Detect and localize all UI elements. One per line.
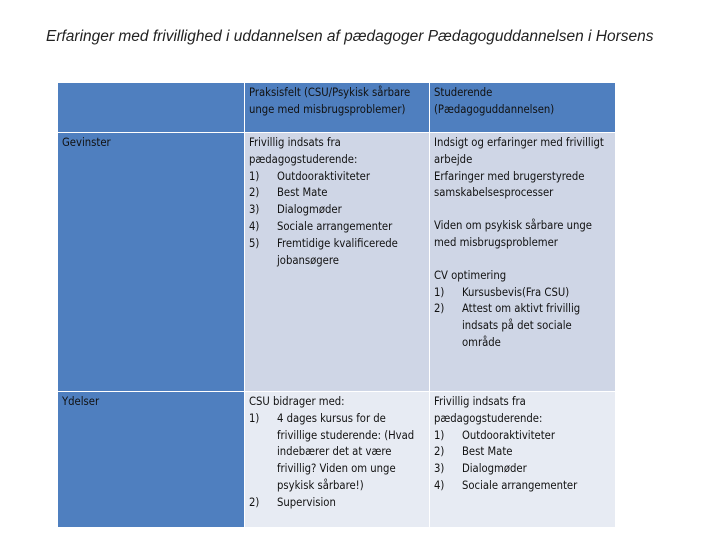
gevinster-studerende-p4: CV optimering (434, 268, 507, 282)
list-text: Outdooraktiviteter (277, 169, 370, 183)
gevinster-studerende-p1: Indsigt og erfaringer med frivilligt arbejde (434, 136, 604, 166)
list-item (434, 428, 611, 445)
list-num: 4) (434, 478, 445, 492)
row-label-gevinster: Gevinster (58, 133, 245, 392)
ydelser-studerende-list (434, 428, 611, 495)
list-text: Sociale arrangementer (277, 219, 393, 233)
list-item (249, 219, 425, 236)
list-num: 2) (249, 186, 260, 200)
table-header-row (58, 83, 616, 133)
list-text: Kursusbevis(Fra CSU) (462, 285, 570, 299)
list-item (249, 169, 425, 186)
list-num: 1) (249, 169, 260, 183)
row-label-ydelser: Ydelser (58, 392, 245, 528)
list-num: 2) (434, 445, 445, 459)
list-text: Best Mate (462, 445, 513, 459)
list-num: 3) (249, 203, 260, 217)
header-studerende: Studerende (Pædagoguddannelsen) (430, 83, 616, 133)
header-praksisfelt: Praksisfelt (CSU/Psykisk sårbare unge med misbrugsproblemer) (245, 83, 430, 133)
gevinster-studerende-p2: Erfaringer med brugerstyrede samskabelsesprocesser (434, 169, 585, 200)
list-num: 1) (249, 411, 260, 425)
list-item (249, 202, 425, 219)
list-num: 4) (249, 219, 260, 233)
gevinster-studerende-p3: Viden om psykisk sårbare unge med misbrugsproblemer (434, 219, 592, 249)
list-text: Dialogmøder (462, 462, 527, 476)
list-num: 5) (249, 236, 260, 250)
table-row-gevinster (58, 133, 616, 392)
gevinster-praksisfelt-intro: Frivillig indsats fra pædagogstuderende: (249, 136, 358, 166)
list-num: 2) (249, 495, 260, 509)
list-item (434, 285, 611, 302)
list-num: 1) (434, 285, 445, 299)
ydelser-praksisfelt-list (249, 411, 425, 512)
gevinster-studerende-list (434, 285, 611, 352)
list-num: 3) (434, 462, 445, 476)
list-num: 1) (434, 428, 445, 442)
slide-title: Erfaringer med frivillighed i uddannelsen af pædagoger Pædagoguddannelsen i Horsens (46, 28, 654, 45)
list-text: Best Mate (277, 186, 328, 200)
gevinster-praksisfelt-cell (245, 133, 430, 392)
list-text: 4 dages kursus for de frivillige studerende: (Hvad indebærer det at være frivillig? Viden om unge psykisk sårbare!) (277, 411, 415, 492)
list-text: Supervision (277, 495, 336, 509)
list-item (434, 478, 611, 495)
list-num: 2) (434, 302, 445, 316)
list-text: Outdooraktiviteter (462, 428, 555, 442)
ydelser-praksisfelt-intro: CSU bidrager med: (249, 395, 345, 408)
list-item (434, 301, 611, 351)
ydelser-studerende-cell (430, 392, 616, 528)
list-text: Dialogmøder (277, 203, 342, 217)
list-item (434, 444, 611, 461)
list-item (434, 461, 611, 478)
ydelser-praksisfelt-cell (245, 392, 430, 528)
header-empty-cell (58, 83, 245, 133)
list-item (249, 236, 425, 270)
list-text: Fremtidige kvalificerede jobansøgere (277, 236, 398, 267)
list-item (249, 185, 425, 202)
gevinster-praksisfelt-list (249, 169, 425, 270)
ydelser-studerende-intro: Frivillig indsats fra pædagogstuderende: (434, 395, 543, 425)
list-text: Attest om aktivt frivillig indsats på det sociale område (462, 302, 581, 349)
table-row-ydelser (58, 392, 616, 528)
list-item (249, 411, 425, 495)
list-item (249, 495, 425, 512)
comparison-table (57, 82, 616, 528)
list-text: Sociale arrangementer (462, 478, 578, 492)
gevinster-studerende-cell (430, 133, 616, 392)
